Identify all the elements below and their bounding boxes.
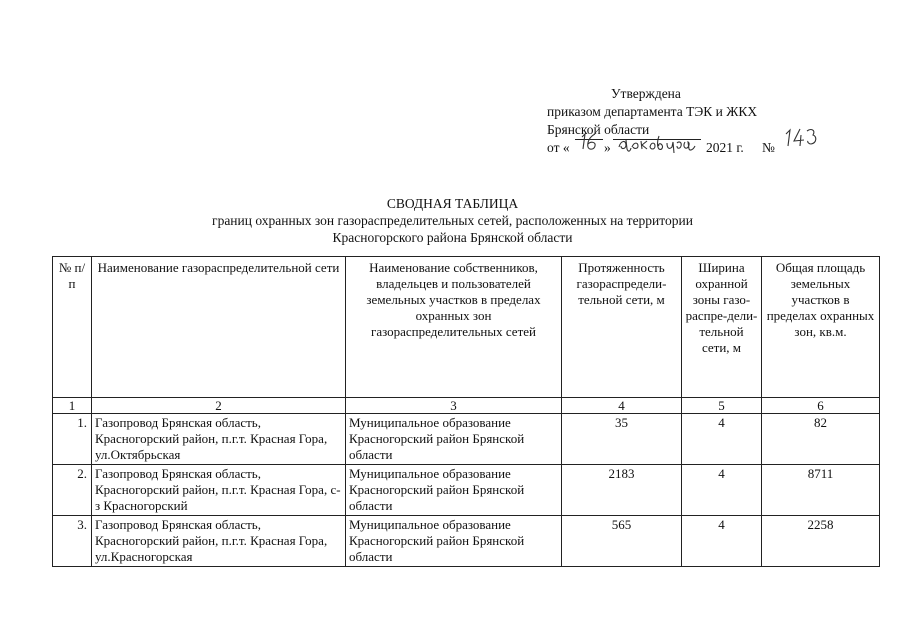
cell-length: 35 [562,414,682,465]
handwritten-day [580,131,600,153]
cell-owners: Муниципальное образование Красногорский район Брянской области [346,414,562,465]
table-header-row [53,257,880,398]
column-number: 5 [682,398,762,414]
title-main: СВОДНАЯ ТАБЛИЦА [386,196,519,211]
header-owners: Наименование собственников, владельцев и пользователей земельных участков в пределах охранных зон газораспределительных сетей [346,257,562,398]
cell-network-name: Газопровод Брянская область, Красногорский район, п.г.т. Красная Гора, ул.Красногорская [92,516,346,567]
cell-network-name: Газопровод Брянская область, Красногорский район, п.г.т. Красная Гора, ул.Октябрьская [92,414,346,465]
gas-network-table [52,256,880,567]
title-region: Красногорского района Брянской области [332,230,573,245]
column-number: 2 [92,398,346,414]
column-number: 3 [346,398,562,414]
handwritten-month [617,131,701,155]
cell-length: 2183 [562,465,682,516]
column-number: 4 [562,398,682,414]
column-number: 1 [53,398,92,414]
cell-zone-width: 4 [682,414,762,465]
column-number-row [53,398,880,414]
handwritten-order-number [783,125,821,149]
cell-zone-width: 4 [682,465,762,516]
cell-owners: Муниципальное образование Красногорский район Брянской области [346,516,562,567]
approval-title: Утверждена [611,86,681,101]
cell-number: 2. [53,465,92,516]
cell-zone-width: 4 [682,516,762,567]
date-prefix: от « [547,140,570,155]
approval-region-line: Брянской области [547,122,650,137]
header-zone-width: Ширина охранной зоны газо-распре-дели-тельной сети, м [682,257,762,398]
title-subtitle: границ охранных зон газораспределительных сетей, расположенных на территории [212,213,693,228]
cell-total-area: 8711 [762,465,880,516]
cell-total-area: 2258 [762,516,880,567]
cell-number: 3. [53,516,92,567]
approval-date-line [547,139,877,157]
approval-block [547,85,877,157]
approval-order-line: приказом департамента ТЭК и ЖКХ [547,104,758,119]
header-network-name: Наименование газораспределительной сети [92,257,346,398]
document-title [0,195,905,246]
number-sign: № [762,140,775,155]
cell-network-name: Газопровод Брянская область, Красногорский район, п.г.т. Красная Гора, с-з Красногорский [92,465,346,516]
table-row [53,465,880,516]
date-year: 2021 г. [706,140,744,155]
date-quote-close: » [604,140,611,155]
cell-owners: Муниципальное образование Красногорский район Брянской области [346,465,562,516]
cell-length: 565 [562,516,682,567]
column-number: 6 [762,398,880,414]
cell-total-area: 82 [762,414,880,465]
table-row [53,516,880,567]
table-row [53,414,880,465]
header-total-area: Общая площадь земельных участков в пределах охранных зон, кв.м. [762,257,880,398]
header-length: Протяженность газораспредели-тельной сети, м [562,257,682,398]
cell-number: 1. [53,414,92,465]
header-number: № п/п [53,257,92,398]
